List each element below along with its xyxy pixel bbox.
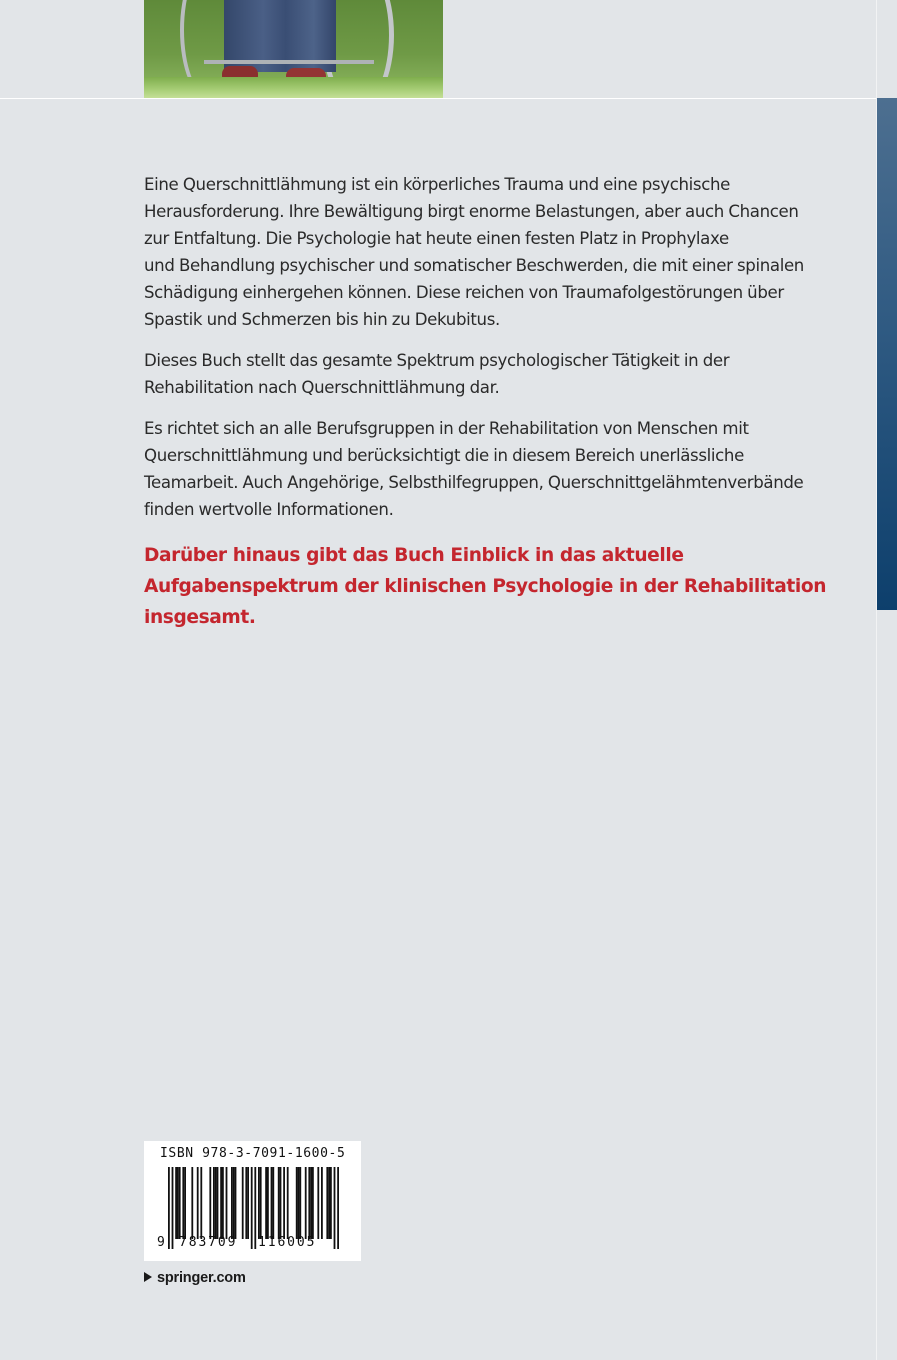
barcode-bar (175, 1167, 177, 1239)
barcode-bar (222, 1167, 224, 1239)
barcode-bar (287, 1167, 289, 1239)
barcode-bar (245, 1167, 247, 1239)
highlight-line: insgesamt. (144, 607, 256, 628)
barcode-bar (247, 1167, 249, 1239)
spine-blue-bar (877, 98, 897, 610)
text-line: Querschnittlähmung und berücksichtigt die in diesem Bereich unerlässliche (144, 446, 744, 465)
highlight-line: Aufgabenspektrum der klinischen Psychologie in der Rehabilitation (144, 576, 827, 597)
barcode-bar (177, 1167, 179, 1239)
barcode-bar (280, 1167, 282, 1239)
barcode-right-digits: 116005 (258, 1235, 317, 1250)
barcode-left-digits: 783709 (179, 1235, 238, 1250)
text-line: zur Entfaltung. Die Psychologie hat heute einen festen Platz in Prophylaxe (144, 229, 729, 248)
paragraph-1 (144, 171, 804, 333)
divider-line (0, 98, 877, 99)
text-line: finden wertvolle Informationen. (144, 500, 394, 519)
barcode-bar (220, 1167, 222, 1239)
text-line: Herausforderung. Ihre Bewältigung birgt enorme Belastungen, aber auch Chancen (144, 202, 799, 221)
grass (144, 77, 443, 99)
barcode-guard-bar (168, 1167, 170, 1249)
barcode-bar (299, 1167, 301, 1239)
barcode-guard-bar (172, 1167, 174, 1249)
barcode-bar (217, 1167, 219, 1239)
barcode-bar (296, 1167, 298, 1239)
barcode-bar (191, 1167, 193, 1239)
barcode-bar (226, 1167, 228, 1239)
barcode-bar (283, 1167, 285, 1239)
barcode-bar (242, 1167, 244, 1239)
barcode-bar (209, 1167, 211, 1239)
barcode-bar (233, 1167, 235, 1239)
text-line: Teamarbeit. Auch Angehörige, Selbsthilfegruppen, Querschnittgelähmtenverbände (144, 473, 804, 492)
barcode-bar (179, 1167, 181, 1239)
text-line: Spastik und Schmerzen bis hin zu Dekubitus. (144, 310, 500, 329)
description-text (144, 171, 804, 537)
barcode-bar (312, 1167, 314, 1239)
barcode-bar (330, 1167, 332, 1239)
barcode-bar (260, 1167, 262, 1239)
paragraph-3 (144, 415, 804, 523)
barcode-bar (182, 1167, 184, 1239)
barcode-bar (235, 1167, 237, 1239)
barcode-bar (328, 1167, 330, 1239)
barcode-bar (271, 1167, 273, 1239)
barcode-bar (215, 1167, 217, 1239)
barcode-bar (321, 1167, 323, 1239)
text-line: Dieses Buch stellt das gesamte Spektrum psychologischer Tätigkeit in der (144, 351, 730, 370)
barcode-bar (258, 1167, 260, 1239)
barcode-bar (278, 1167, 280, 1239)
barcode-guard-bar (254, 1167, 256, 1249)
barcode-bar (184, 1167, 186, 1239)
barcode-bar (213, 1167, 215, 1239)
barcode-bar (326, 1167, 328, 1239)
text-line: Rehabilitation nach Querschnittlähmung dar. (144, 378, 500, 397)
barcode-bar (317, 1167, 319, 1239)
barcode-bar (310, 1167, 312, 1239)
barcode-bar (197, 1167, 199, 1239)
barcode-bar (305, 1167, 307, 1239)
highlight-text (144, 540, 827, 633)
text-line: Schädigung einhergehen können. Diese reichen von Traumafolgestörungen über (144, 283, 784, 302)
barcode-bar (298, 1167, 300, 1239)
barcode-bar (267, 1167, 269, 1239)
isbn-barcode (144, 1141, 361, 1261)
wheelchair-frame (204, 60, 374, 64)
isbn-label: ISBN 978-3-7091-1600-5 (160, 1146, 346, 1161)
barcode-bar (231, 1167, 233, 1239)
publisher-url: springer.com (157, 1270, 246, 1286)
barcode-first-digit: 9 (157, 1235, 167, 1250)
barcode-bar (272, 1167, 274, 1239)
text-line: Eine Querschnittlähmung ist ein körperliches Trauma und eine psychische (144, 175, 730, 194)
highlight-line: Darüber hinaus gibt das Buch Einblick in das aktuelle (144, 545, 684, 566)
text-line: Es richtet sich an alle Berufsgruppen in der Rehabilitation von Menschen mit (144, 419, 749, 438)
publisher-link[interactable] (144, 1270, 246, 1286)
triangle-right-icon (144, 1272, 152, 1282)
text-line: und Behandlung psychischer und somatischer Beschwerden, die mit einer spinalen (144, 256, 804, 275)
barcode-guard-bar (251, 1167, 253, 1249)
barcode-guard-bar (334, 1167, 336, 1249)
barcode-bar (308, 1167, 310, 1239)
barcode-bar (265, 1167, 267, 1239)
paragraph-2 (144, 347, 784, 401)
cover-photo (144, 0, 443, 99)
barcode-guard-bar (337, 1167, 339, 1249)
barcode-bar (200, 1167, 202, 1239)
